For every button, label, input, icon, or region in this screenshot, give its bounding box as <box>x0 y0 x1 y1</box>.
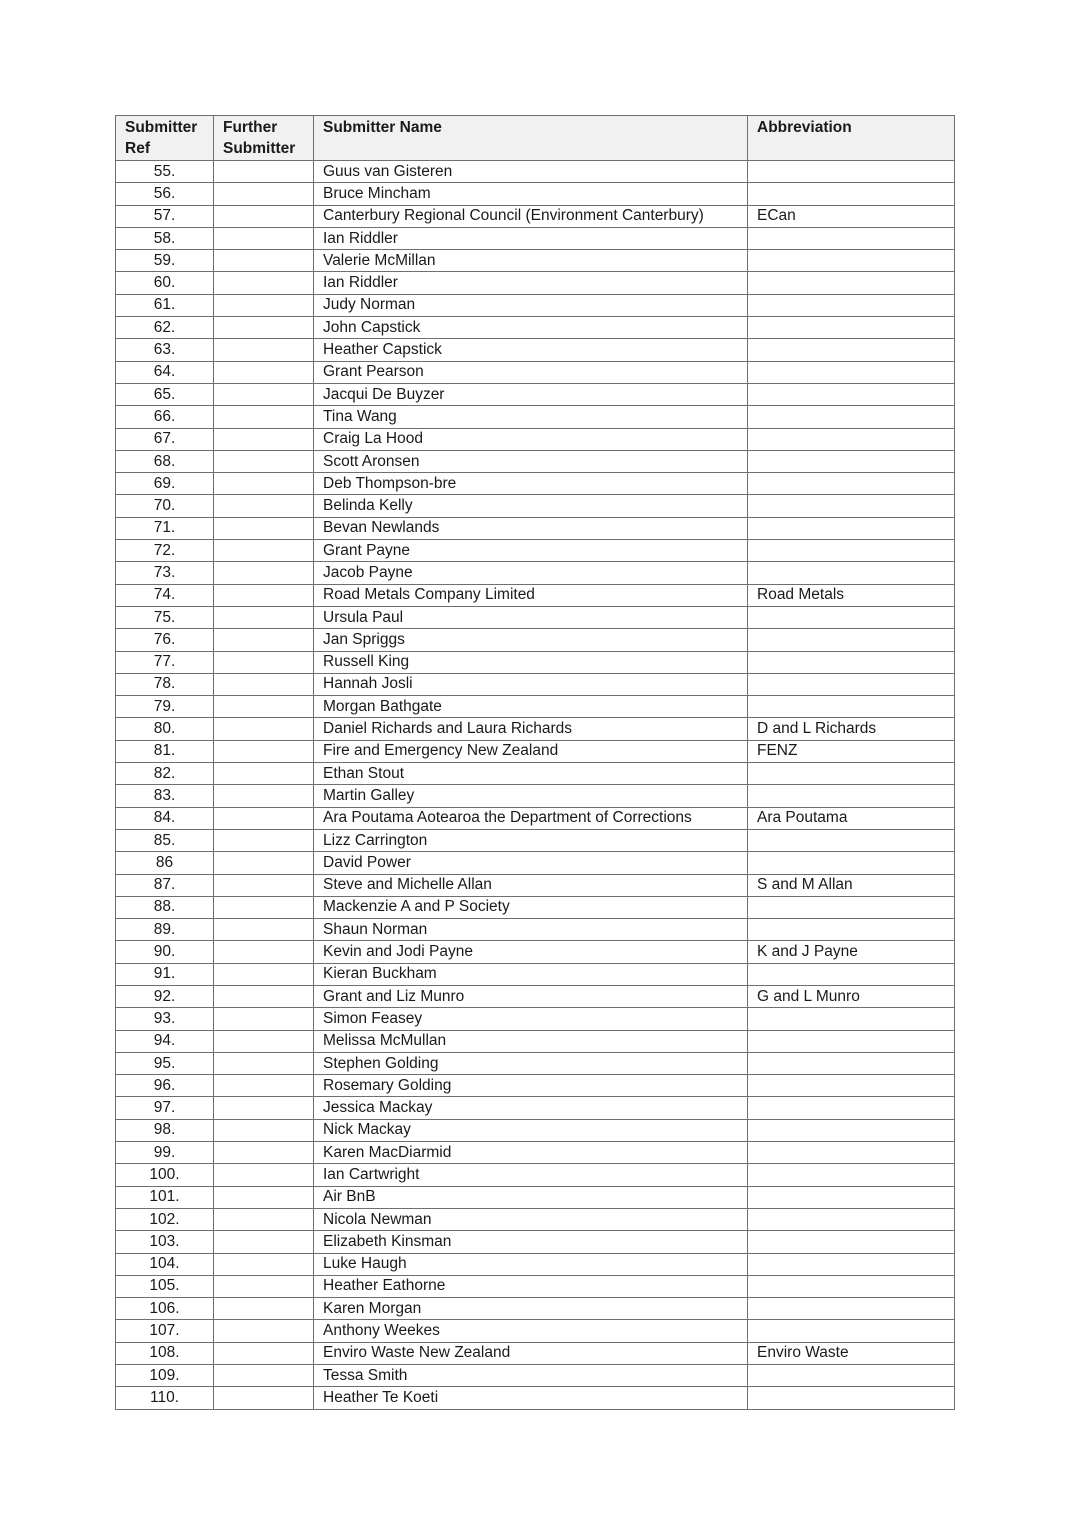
cell-abbreviation <box>748 1030 955 1052</box>
table-row <box>116 1342 955 1364</box>
table-row <box>116 205 955 227</box>
cell-further-submitter <box>214 785 314 807</box>
cell-abbreviation <box>748 361 955 383</box>
cell-submitter-name: Enviro Waste New Zealand <box>314 1342 748 1364</box>
cell-further-submitter <box>214 740 314 762</box>
table-row <box>116 517 955 539</box>
cell-abbreviation <box>748 250 955 272</box>
cell-submitter-ref: 84. <box>116 807 214 829</box>
cell-submitter-name: Lizz Carrington <box>314 829 748 851</box>
table-row <box>116 763 955 785</box>
cell-submitter-name: Tessa Smith <box>314 1365 748 1387</box>
cell-submitter-ref: 102. <box>116 1208 214 1230</box>
cell-further-submitter <box>214 1119 314 1141</box>
table-row <box>116 294 955 316</box>
cell-submitter-ref: 108. <box>116 1342 214 1364</box>
table-row <box>116 339 955 361</box>
cell-submitter-ref: 67. <box>116 428 214 450</box>
cell-submitter-name: Morgan Bathgate <box>314 696 748 718</box>
cell-abbreviation <box>748 919 955 941</box>
cell-abbreviation <box>748 1164 955 1186</box>
cell-submitter-name: Elizabeth Kinsman <box>314 1231 748 1253</box>
cell-submitter-name: Ursula Paul <box>314 606 748 628</box>
cell-submitter-name: Karen Morgan <box>314 1298 748 1320</box>
cell-further-submitter <box>214 1342 314 1364</box>
cell-abbreviation <box>748 383 955 405</box>
cell-further-submitter <box>214 963 314 985</box>
table-row <box>116 1164 955 1186</box>
cell-further-submitter <box>214 383 314 405</box>
table-row <box>116 1365 955 1387</box>
table-row <box>116 1052 955 1074</box>
cell-further-submitter <box>214 1365 314 1387</box>
table-row <box>116 696 955 718</box>
cell-further-submitter <box>214 807 314 829</box>
cell-submitter-name: Hannah Josli <box>314 673 748 695</box>
cell-submitter-name: Anthony Weekes <box>314 1320 748 1342</box>
table-row <box>116 718 955 740</box>
cell-submitter-name: Heather Eathorne <box>314 1275 748 1297</box>
cell-abbreviation: FENZ <box>748 740 955 762</box>
table-row <box>116 1075 955 1097</box>
cell-submitter-name: Road Metals Company Limited <box>314 584 748 606</box>
cell-abbreviation <box>748 406 955 428</box>
cell-further-submitter <box>214 1320 314 1342</box>
cell-submitter-name: Grant Payne <box>314 540 748 562</box>
cell-further-submitter <box>214 896 314 918</box>
cell-further-submitter <box>214 428 314 450</box>
cell-submitter-name: Kevin and Jodi Payne <box>314 941 748 963</box>
cell-submitter-name: Ethan Stout <box>314 763 748 785</box>
table-row <box>116 740 955 762</box>
table-row <box>116 1030 955 1052</box>
cell-submitter-name: Air BnB <box>314 1186 748 1208</box>
cell-further-submitter <box>214 985 314 1007</box>
cell-submitter-ref: 94. <box>116 1030 214 1052</box>
header-submitter-ref: Submitter Ref <box>116 116 214 161</box>
cell-further-submitter <box>214 1008 314 1030</box>
cell-submitter-ref: 76. <box>116 629 214 651</box>
cell-submitter-ref: 106. <box>116 1298 214 1320</box>
cell-abbreviation <box>748 852 955 874</box>
cell-abbreviation: S and M Allan <box>748 874 955 896</box>
cell-submitter-ref: 74. <box>116 584 214 606</box>
table-row <box>116 584 955 606</box>
cell-further-submitter <box>214 874 314 896</box>
cell-submitter-ref: 91. <box>116 963 214 985</box>
cell-submitter-ref: 66. <box>116 406 214 428</box>
cell-submitter-name: Jacob Payne <box>314 562 748 584</box>
cell-submitter-name: Grant Pearson <box>314 361 748 383</box>
table-row <box>116 1008 955 1030</box>
cell-submitter-name: Jacqui De Buyzer <box>314 383 748 405</box>
cell-abbreviation <box>748 1119 955 1141</box>
cell-submitter-ref: 80. <box>116 718 214 740</box>
cell-submitter-ref: 64. <box>116 361 214 383</box>
cell-further-submitter <box>214 1208 314 1230</box>
cell-abbreviation <box>748 161 955 183</box>
cell-further-submitter <box>214 540 314 562</box>
cell-submitter-name: Valerie McMillan <box>314 250 748 272</box>
cell-further-submitter <box>214 829 314 851</box>
cell-submitter-ref: 83. <box>116 785 214 807</box>
cell-submitter-name: Jessica Mackay <box>314 1097 748 1119</box>
cell-submitter-ref: 69. <box>116 473 214 495</box>
cell-submitter-name: Stephen Golding <box>314 1052 748 1074</box>
cell-submitter-ref: 104. <box>116 1253 214 1275</box>
cell-abbreviation <box>748 1275 955 1297</box>
cell-submitter-ref: 57. <box>116 205 214 227</box>
cell-submitter-ref: 60. <box>116 272 214 294</box>
cell-abbreviation <box>748 450 955 472</box>
cell-submitter-ref: 68. <box>116 450 214 472</box>
cell-abbreviation <box>748 339 955 361</box>
cell-submitter-name: Judy Norman <box>314 294 748 316</box>
header-further-submitter: Further Submitter <box>214 116 314 161</box>
cell-further-submitter <box>214 584 314 606</box>
cell-abbreviation <box>748 896 955 918</box>
cell-further-submitter <box>214 473 314 495</box>
cell-further-submitter <box>214 450 314 472</box>
cell-abbreviation <box>748 317 955 339</box>
cell-abbreviation <box>748 606 955 628</box>
cell-further-submitter <box>214 161 314 183</box>
cell-submitter-ref: 56. <box>116 183 214 205</box>
cell-submitter-ref: 77. <box>116 651 214 673</box>
cell-abbreviation <box>748 1298 955 1320</box>
cell-abbreviation <box>748 963 955 985</box>
cell-submitter-name: Melissa McMullan <box>314 1030 748 1052</box>
table-header <box>116 116 955 161</box>
table-row <box>116 919 955 941</box>
cell-submitter-ref: 65. <box>116 383 214 405</box>
cell-submitter-ref: 73. <box>116 562 214 584</box>
submitters-table <box>115 115 955 1410</box>
table-row <box>116 1097 955 1119</box>
cell-further-submitter <box>214 651 314 673</box>
table-row <box>116 1253 955 1275</box>
cell-further-submitter <box>214 272 314 294</box>
cell-submitter-name: Ian Cartwright <box>314 1164 748 1186</box>
cell-further-submitter <box>214 517 314 539</box>
table-row <box>116 1208 955 1230</box>
cell-abbreviation: Enviro Waste <box>748 1342 955 1364</box>
cell-submitter-ref: 72. <box>116 540 214 562</box>
cell-submitter-ref: 55. <box>116 161 214 183</box>
cell-submitter-name: Bruce Mincham <box>314 183 748 205</box>
table-row <box>116 450 955 472</box>
cell-abbreviation <box>748 1186 955 1208</box>
cell-submitter-ref: 88. <box>116 896 214 918</box>
cell-abbreviation <box>748 495 955 517</box>
cell-submitter-ref: 87. <box>116 874 214 896</box>
cell-further-submitter <box>214 1164 314 1186</box>
cell-abbreviation <box>748 763 955 785</box>
cell-submitter-ref: 93. <box>116 1008 214 1030</box>
cell-submitter-name: Nick Mackay <box>314 1119 748 1141</box>
table-row <box>116 383 955 405</box>
cell-further-submitter <box>214 495 314 517</box>
cell-submitter-ref: 97. <box>116 1097 214 1119</box>
cell-submitter-ref: 86 <box>116 852 214 874</box>
cell-submitter-name: Kieran Buckham <box>314 963 748 985</box>
cell-abbreviation: ECan <box>748 205 955 227</box>
table-row <box>116 1275 955 1297</box>
table-row <box>116 807 955 829</box>
cell-submitter-ref: 107. <box>116 1320 214 1342</box>
cell-abbreviation <box>748 428 955 450</box>
cell-abbreviation <box>748 651 955 673</box>
cell-further-submitter <box>214 317 314 339</box>
cell-further-submitter <box>214 1075 314 1097</box>
cell-further-submitter <box>214 361 314 383</box>
cell-further-submitter <box>214 339 314 361</box>
cell-submitter-ref: 103. <box>116 1231 214 1253</box>
cell-further-submitter <box>214 1097 314 1119</box>
table-row <box>116 317 955 339</box>
cell-abbreviation <box>748 1052 955 1074</box>
cell-submitter-ref: 92. <box>116 985 214 1007</box>
cell-submitter-ref: 78. <box>116 673 214 695</box>
cell-submitter-ref: 95. <box>116 1052 214 1074</box>
header-row <box>116 116 955 161</box>
cell-abbreviation <box>748 829 955 851</box>
cell-abbreviation <box>748 1142 955 1164</box>
table-row <box>116 428 955 450</box>
cell-abbreviation <box>748 1365 955 1387</box>
table-row <box>116 183 955 205</box>
table-row <box>116 629 955 651</box>
cell-submitter-ref: 71. <box>116 517 214 539</box>
cell-submitter-name: Canterbury Regional Council (Environment Canterbury) <box>314 205 748 227</box>
table-row <box>116 1119 955 1141</box>
cell-further-submitter <box>214 1030 314 1052</box>
cell-abbreviation <box>748 294 955 316</box>
cell-submitter-name: Nicola Newman <box>314 1208 748 1230</box>
cell-submitter-ref: 58. <box>116 227 214 249</box>
table-row <box>116 540 955 562</box>
cell-submitter-ref: 81. <box>116 740 214 762</box>
cell-further-submitter <box>214 1052 314 1074</box>
table-body <box>116 161 955 1410</box>
cell-further-submitter <box>214 718 314 740</box>
cell-abbreviation <box>748 1097 955 1119</box>
cell-submitter-ref: 98. <box>116 1119 214 1141</box>
cell-submitter-name: Ian Riddler <box>314 227 748 249</box>
cell-abbreviation <box>748 673 955 695</box>
cell-further-submitter <box>214 1231 314 1253</box>
cell-submitter-name: Martin Galley <box>314 785 748 807</box>
table-row <box>116 562 955 584</box>
cell-submitter-name: Mackenzie A and P Society <box>314 896 748 918</box>
cell-abbreviation <box>748 272 955 294</box>
cell-submitter-ref: 59. <box>116 250 214 272</box>
cell-further-submitter <box>214 1387 314 1409</box>
cell-submitter-name: Heather Te Koeti <box>314 1387 748 1409</box>
table-row <box>116 1298 955 1320</box>
cell-abbreviation: Road Metals <box>748 584 955 606</box>
table-row <box>116 250 955 272</box>
cell-submitter-ref: 82. <box>116 763 214 785</box>
cell-abbreviation: G and L Munro <box>748 985 955 1007</box>
cell-submitter-name: Shaun Norman <box>314 919 748 941</box>
cell-submitter-name: Jan Spriggs <box>314 629 748 651</box>
cell-submitter-name: Heather Capstick <box>314 339 748 361</box>
cell-further-submitter <box>214 1142 314 1164</box>
table-row <box>116 161 955 183</box>
cell-further-submitter <box>214 941 314 963</box>
cell-submitter-name: Tina Wang <box>314 406 748 428</box>
table-row <box>116 852 955 874</box>
cell-submitter-ref: 99. <box>116 1142 214 1164</box>
cell-submitter-ref: 75. <box>116 606 214 628</box>
table-row <box>116 1387 955 1409</box>
table-row <box>116 896 955 918</box>
cell-submitter-name: Belinda Kelly <box>314 495 748 517</box>
cell-further-submitter <box>214 227 314 249</box>
cell-submitter-name: Bevan Newlands <box>314 517 748 539</box>
cell-submitter-ref: 61. <box>116 294 214 316</box>
table-row <box>116 473 955 495</box>
cell-further-submitter <box>214 183 314 205</box>
cell-submitter-name: Rosemary Golding <box>314 1075 748 1097</box>
cell-further-submitter <box>214 919 314 941</box>
cell-submitter-ref: 105. <box>116 1275 214 1297</box>
cell-submitter-ref: 85. <box>116 829 214 851</box>
header-abbreviation: Abbreviation <box>748 116 955 161</box>
cell-abbreviation: K and J Payne <box>748 941 955 963</box>
table-row <box>116 227 955 249</box>
cell-further-submitter <box>214 673 314 695</box>
table-row <box>116 1142 955 1164</box>
table-row <box>116 1231 955 1253</box>
cell-abbreviation <box>748 629 955 651</box>
cell-submitter-name: Guus van Gisteren <box>314 161 748 183</box>
cell-abbreviation <box>748 183 955 205</box>
table-row <box>116 361 955 383</box>
cell-submitter-ref: 89. <box>116 919 214 941</box>
cell-submitter-ref: 110. <box>116 1387 214 1409</box>
cell-further-submitter <box>214 852 314 874</box>
cell-submitter-ref: 100. <box>116 1164 214 1186</box>
cell-submitter-name: Grant and Liz Munro <box>314 985 748 1007</box>
cell-submitter-name: Luke Haugh <box>314 1253 748 1275</box>
cell-further-submitter <box>214 696 314 718</box>
table-row <box>116 673 955 695</box>
cell-further-submitter <box>214 294 314 316</box>
cell-further-submitter <box>214 1186 314 1208</box>
cell-submitter-ref: 101. <box>116 1186 214 1208</box>
cell-submitter-ref: 109. <box>116 1365 214 1387</box>
cell-abbreviation: D and L Richards <box>748 718 955 740</box>
cell-abbreviation <box>748 1387 955 1409</box>
cell-submitter-name: Ara Poutama Aotearoa the Department of Corrections <box>314 807 748 829</box>
cell-further-submitter <box>214 205 314 227</box>
cell-submitter-name: Russell King <box>314 651 748 673</box>
cell-submitter-name: Deb Thompson-bre <box>314 473 748 495</box>
cell-abbreviation <box>748 1320 955 1342</box>
cell-submitter-name: Fire and Emergency New Zealand <box>314 740 748 762</box>
cell-submitter-name: Simon Feasey <box>314 1008 748 1030</box>
cell-submitter-name: Karen MacDiarmid <box>314 1142 748 1164</box>
cell-abbreviation <box>748 1208 955 1230</box>
cell-abbreviation <box>748 1231 955 1253</box>
table-row <box>116 829 955 851</box>
cell-abbreviation <box>748 1075 955 1097</box>
cell-submitter-ref: 63. <box>116 339 214 361</box>
table-row <box>116 495 955 517</box>
table-row <box>116 963 955 985</box>
table-row <box>116 606 955 628</box>
table-row <box>116 406 955 428</box>
cell-submitter-name: David Power <box>314 852 748 874</box>
cell-submitter-name: John Capstick <box>314 317 748 339</box>
table-row <box>116 272 955 294</box>
cell-further-submitter <box>214 250 314 272</box>
cell-abbreviation <box>748 785 955 807</box>
cell-submitter-name: Daniel Richards and Laura Richards <box>314 718 748 740</box>
table-row <box>116 1186 955 1208</box>
cell-submitter-name: Craig La Hood <box>314 428 748 450</box>
header-submitter-name: Submitter Name <box>314 116 748 161</box>
cell-further-submitter <box>214 406 314 428</box>
cell-abbreviation: Ara Poutama <box>748 807 955 829</box>
table-row <box>116 874 955 896</box>
cell-submitter-name: Scott Aronsen <box>314 450 748 472</box>
cell-abbreviation <box>748 517 955 539</box>
cell-submitter-ref: 90. <box>116 941 214 963</box>
cell-submitter-name: Steve and Michelle Allan <box>314 874 748 896</box>
cell-abbreviation <box>748 562 955 584</box>
cell-abbreviation <box>748 540 955 562</box>
table-row <box>116 1320 955 1342</box>
cell-submitter-ref: 70. <box>116 495 214 517</box>
cell-submitter-name: Ian Riddler <box>314 272 748 294</box>
cell-further-submitter <box>214 562 314 584</box>
cell-submitter-ref: 79. <box>116 696 214 718</box>
cell-further-submitter <box>214 606 314 628</box>
cell-further-submitter <box>214 629 314 651</box>
cell-further-submitter <box>214 763 314 785</box>
cell-abbreviation <box>748 1253 955 1275</box>
cell-further-submitter <box>214 1275 314 1297</box>
table-row <box>116 651 955 673</box>
cell-further-submitter <box>214 1253 314 1275</box>
cell-further-submitter <box>214 1298 314 1320</box>
cell-abbreviation <box>748 227 955 249</box>
table-row <box>116 985 955 1007</box>
table-row <box>116 941 955 963</box>
cell-abbreviation <box>748 473 955 495</box>
table-row <box>116 785 955 807</box>
cell-abbreviation <box>748 696 955 718</box>
cell-submitter-ref: 96. <box>116 1075 214 1097</box>
cell-abbreviation <box>748 1008 955 1030</box>
cell-submitter-ref: 62. <box>116 317 214 339</box>
